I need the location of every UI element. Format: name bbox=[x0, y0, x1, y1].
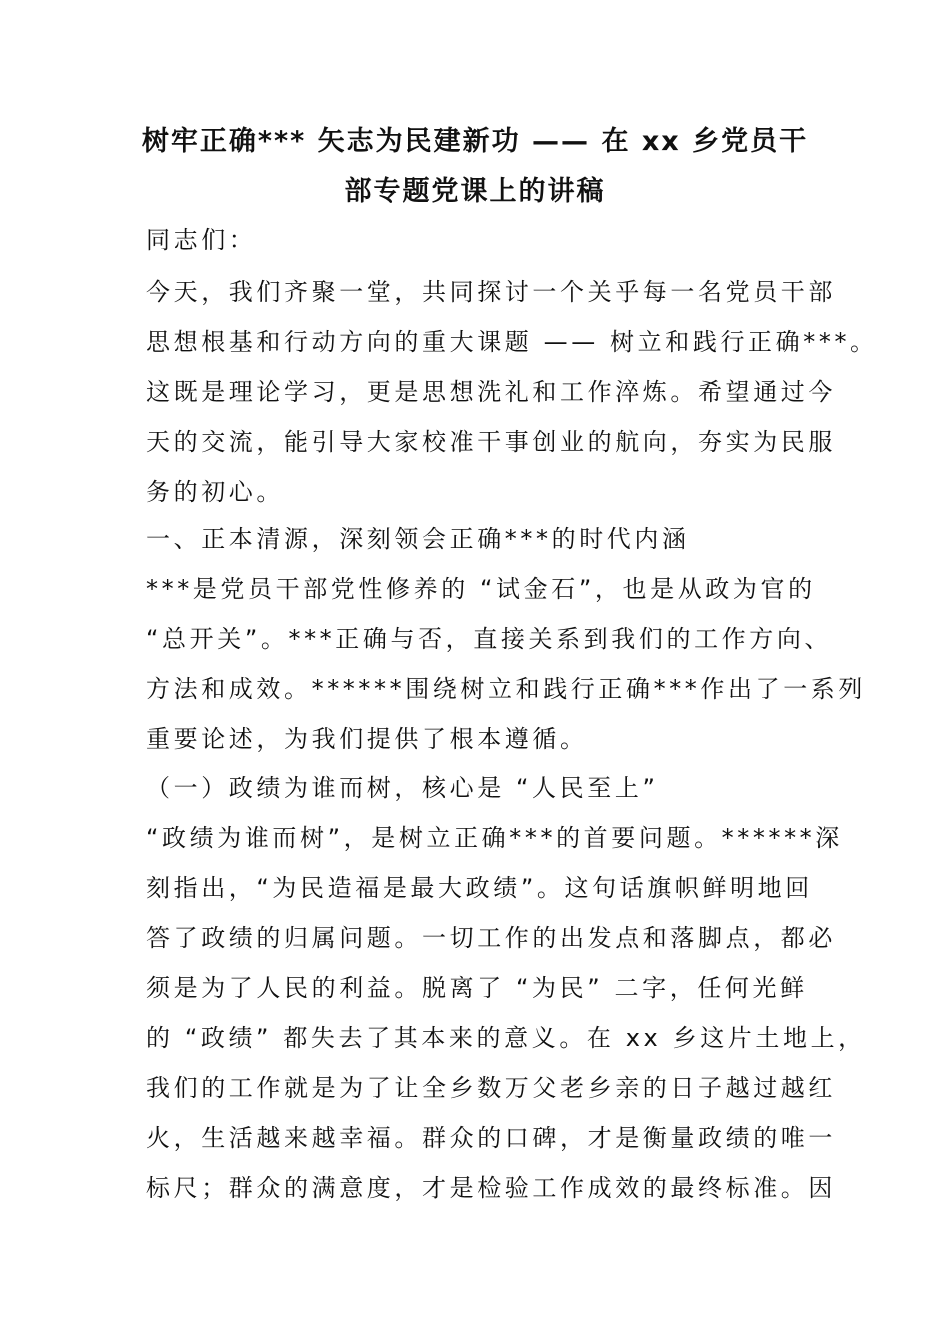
body-line: 答了政绩的归属问题。一切工作的出发点和落脚点，都必 bbox=[146, 924, 836, 952]
subsection-heading: （一）政绩为谁而树，核心是 “人民至上” bbox=[146, 774, 659, 802]
body-line: ***是党员干部党性修养的 “试金石”，也是从政为官的 bbox=[146, 575, 816, 603]
section-heading: 一、正本清源，深刻领会正确***的时代内涵 bbox=[146, 525, 690, 553]
body-line: 的 “政绩” 都失去了其本来的意义。在 xx 乡这片土地上， bbox=[146, 1024, 866, 1052]
body-line: 标尺；群众的满意度，才是检验工作成效的最终标准。因 bbox=[146, 1174, 836, 1202]
body-line: 今天，我们齐聚一堂，共同探讨一个关乎每一名党员干部 bbox=[146, 278, 836, 306]
body-line: 天的交流，能引导大家校准干事创业的航向，夯实为民服 bbox=[146, 428, 836, 456]
body-line: 这既是理论学习，更是思想洗礼和工作淬炼。希望通过今 bbox=[146, 378, 836, 406]
body-line: “政绩为谁而树”，是树立正确***的首要问题。******深 bbox=[146, 824, 843, 852]
body-line: “总开关”。***正确与否，直接关系到我们的工作方向、 bbox=[146, 625, 833, 653]
body-line: 方法和成效。******围绕树立和践行正确***作出了一系列 bbox=[146, 675, 866, 703]
document-title-line-2: 部专题党课上的讲稿 bbox=[344, 176, 606, 207]
body-line: 我们的工作就是为了让全乡数万父老乡亲的日子越过越红 bbox=[146, 1074, 836, 1102]
body-line: 务的初心。 bbox=[146, 478, 284, 506]
body-line: 刻指出，“为民造福是最大政绩”。这句话旗帜鲜明地回 bbox=[146, 874, 813, 902]
body-line: 须是为了人民的利益。脱离了 “为民” 二字，任何光鲜 bbox=[146, 974, 808, 1002]
body-line: 思想根基和行动方向的重大课题 —— 树立和践行正确***。 bbox=[146, 328, 878, 356]
document-title-line-1: 树牢正确*** 矢志为民建新功 —— 在 xx 乡党员干 bbox=[141, 126, 809, 157]
body-line: 重要论述，为我们提供了根本遵循。 bbox=[146, 725, 588, 753]
salutation: 同志们： bbox=[146, 226, 257, 254]
body-line: 火，生活越来越幸福。群众的口碑，才是衡量政绩的唯一 bbox=[146, 1124, 836, 1152]
